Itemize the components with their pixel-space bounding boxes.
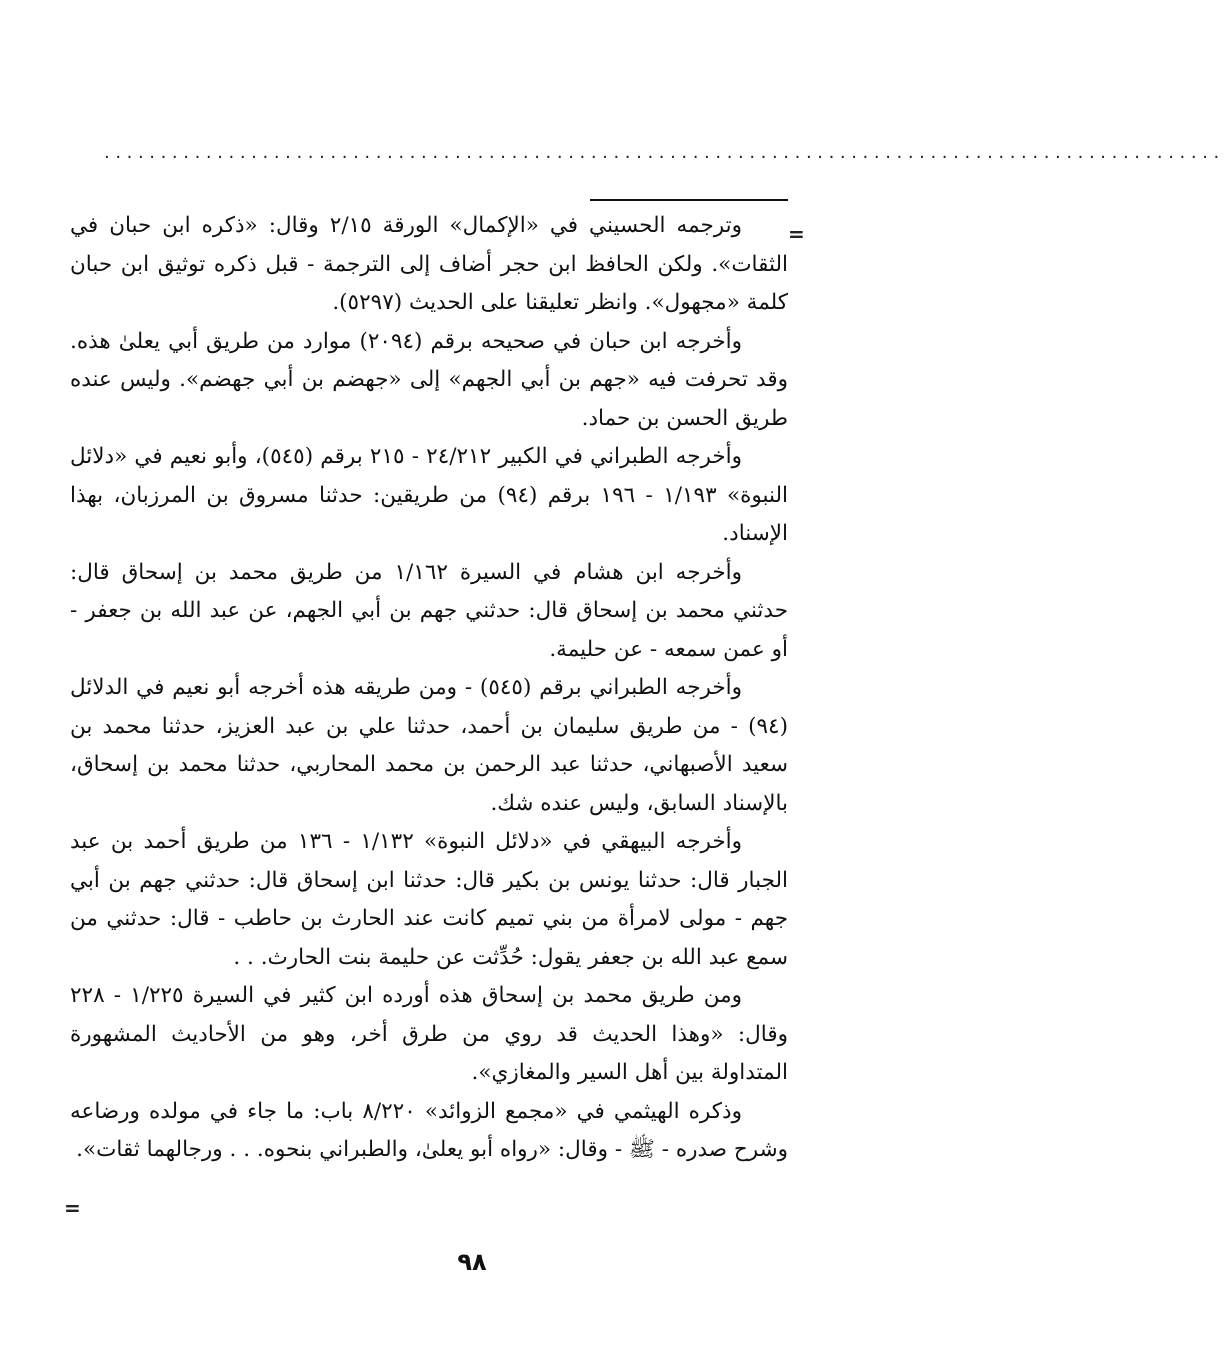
footnote-paragraph: وأخرجه الطبراني برقم (٥٤٥) - ومن طريقه هذه أخرجه أبو نعيم في الدلائل (٩٤) - من طريق سليمان بن أحمد، حدثنا علي بن عبد العزيز، حدثنا محمد بن سعيد الأصبهاني، حدثنا عبد الرحمن بن محمد المحاربي، حدثنا محمد بن إسحاق، بالإسناد السابق، وليس عنده شك.: [70, 675, 788, 816]
continuation-mark-top: =: [788, 222, 805, 246]
footnote-paragraph: وأخرجه البيهقي في «دلائل النبوة» ١/١٣٢ - ١٣٦ من طريق أحمد بن عبد الجبار قال: حدثنا يونس بن بكير قال: حدثنا ابن إسحاق قال: حدثني جهم بن أبي جهم - مولى لامرأة من بني تميم كانت عند الحارث بن حاطب - قال: حدثني من سمع عبد الله بن جعفر يقول: حُدِّثت عن حليمة بنت الحارث. . .: [70, 829, 788, 970]
footnote-rule: [590, 199, 788, 201]
footnote-paragraph: وذكره الهيثمي في «مجمع الزوائد» ٨/٢٢٠ باب: ما جاء في مولده ورضاعه وشرح صدره - ﷺ - وقال: «رواه أبو يعلىٰ، والطبراني بنحوه. . . ورجالهما ثقات».: [70, 1098, 788, 1162]
footnote-paragraph: وأخرجه الطبراني في الكبير ٢٤/٢١٢ - ٢١٥ برقم (٥٤٥)، وأبو نعيم في «دلائل النبوة» ١/١٩٣ - ١٩٦ برقم (٩٤) من طريقين: حدثنا مسروق بن المرزبان، بهذا الإسناد.: [70, 444, 789, 546]
separator-dots: ...................................................................................................: [104, 142, 1225, 163]
page-number: ٩٨: [457, 1248, 487, 1276]
footnote-paragraph: ومن طريق محمد بن إسحاق هذه أورده ابن كثير في السيرة ١/٢٢٥ - ٢٢٨ وقال: «وهذا الحديث قد روي من طرق أخر، وهو من الأحاديث المشهورة المتداولة بين أهل السير والمغازي».: [70, 983, 788, 1085]
footnote-text: [70, 207, 788, 1170]
footnote-paragraph: وأخرجه ابن حبان في صحيحه برقم (٢٠٩٤) موارد من طريق أبي يعلىٰ هذه. وقد تحرفت فيه «جهم بن أبي الجهم» إلى «جهضم بن أبي جهضم». وليس عنده طريق الحسن بن حماد.: [70, 328, 788, 431]
footnote-paragraph: وأخرجه ابن هشام في السيرة ١/١٦٢ من طريق محمد بن إسحاق قال: حدثني محمد بن إسحاق قال: حدثني جهم بن أبي الجهم، عن عبد الله بن جعفر - أو عمن سمعه - عن حليمة.: [70, 559, 788, 662]
footnote-paragraph: وترجمه الحسيني في «الإكمال» الورقة ٢/١٥ وقال: «ذكره ابن حبان في الثقات». ولكن الحافظ ابن حجر أضاف إلى الترجمة - قبل ذكره توثيق ابن حبان كلمة «مجهول». وانظر تعليقنا على الحديث (٥٢٩٧).: [70, 213, 788, 315]
continuation-mark-bottom: =: [64, 1196, 81, 1220]
